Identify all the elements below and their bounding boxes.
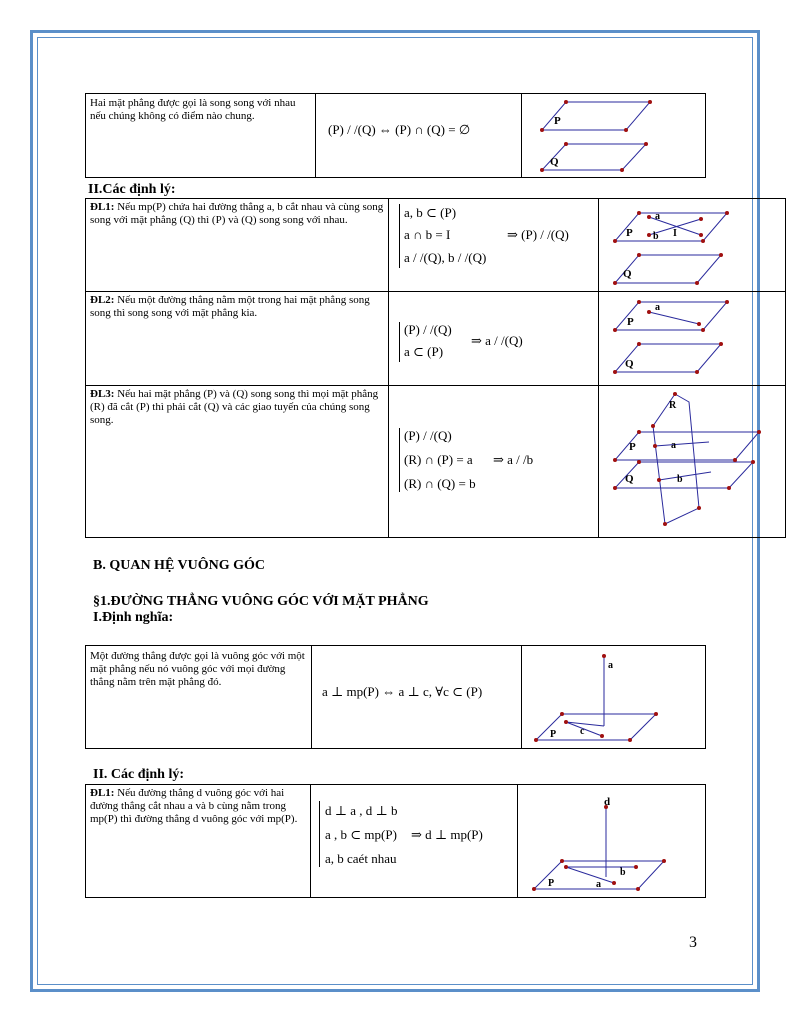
dl3-plane-q-label: Q [625,473,634,485]
dl1-plane-p-label: P [626,227,633,239]
dl1b-formula-1: d ⊥ a , d ⊥ b [325,803,398,818]
dl3-brace [399,428,400,492]
dl3-formula-2: (R) ∩ (P) = a [404,452,473,467]
dl2-formula-cell [389,292,599,386]
dl2-brace [399,322,400,362]
parallel-theorems-table [85,198,786,538]
dl3-tag: ĐL3: [90,388,115,400]
dl3-formula-cell [389,386,599,538]
dl1-point-i-label: I [673,228,677,239]
perp-def-figure [522,646,706,747]
dl2-tag: ĐL2: [90,294,115,306]
dl1b-plane-p-label: P [548,878,555,889]
section-1-heading: §1.ĐƯỜNG THẲNG VUÔNG GÓC VỚI MẶT PHẲNG [93,594,429,609]
dl1-formula-2: a ∩ b = I [404,227,451,242]
definition-cell [86,94,316,178]
dl3-figure-cell [599,386,786,538]
dl1b-text-cell [86,785,311,898]
page-number: 3 [689,934,697,951]
dl3-line-a-label: a [671,440,676,451]
definition-heading: I.Định nghĩa: [93,610,174,625]
dl1b-line-d-label: d [604,796,611,808]
dl2-line-a-label: a [655,302,660,313]
dl2-formula-1: (P) / /(Q) [404,322,452,337]
perp-def-line-a-label: a [608,660,613,671]
perp-def-figure-cell [522,646,706,749]
dl3-formula-3: (R) ∩ (Q) = b [404,476,476,491]
plane-p-label: P [554,115,561,127]
dl1-formula-1: a, b ⊂ (P) [404,205,457,220]
dl3-text-cell [86,386,389,538]
dl1-text: Nếu mp(P) chứa hai đường thẳng a, b cắt nhau và cùng song song với mặt phẳng (Q) thì (P) và (Q) song song với nhau. [90,201,384,226]
perp-def-formula: a ⊥ mp(P) ⇔ a ⊥ c, ∀c ⊂ (P) [322,684,483,699]
parallel-planes-figure [522,94,706,176]
perp-def-text: Một đường thẳng được gọi là vuông góc với một mặt phẳng nếu nó vuông góc với mọi đường thẳng nằm trên mặt phẳng đó. [90,650,305,688]
dl2-formula-2: a ⊂ (P) [404,344,444,359]
dl3-formula-1: (P) / /(Q) [404,428,452,443]
dl1-result: ⇒ (P) / /(Q) [507,227,569,242]
figure-cell [522,94,706,178]
dl2-plane-q-label: Q [625,358,634,370]
dl2-result: ⇒ a / /(Q) [471,333,523,348]
dl1b-result: ⇒ d ⊥ mp(P) [411,827,483,842]
section-b-heading: B. QUAN HỆ VUÔNG GÓC [93,558,266,573]
dl1-brace [399,204,400,268]
perp-def-text-cell [86,646,312,749]
dl1b-tag: ĐL1: [90,787,115,799]
dl1-line-a-label: a [655,211,660,222]
perp-def-formula-cell [312,646,522,749]
perp-def-line-c-label: c [580,726,585,737]
dl1-formula-3: a / /(Q), b / /(Q) [404,250,487,265]
dl1b-line-b-label: b [620,867,626,878]
dl1-plane-q-label: Q [623,268,632,280]
dl1-formula-cell [389,199,599,292]
dl1b-formula-cell [311,785,518,898]
dl2-figure [599,292,785,384]
dl3-figure [599,386,785,536]
dl3-plane-r-label: R [669,400,677,411]
definition-formula: (P) / /(Q) ⇔ (P) ∩ (Q) = ∅ [328,122,471,137]
theorems-heading-2: II. Các định lý: [93,767,185,782]
perpendicular-definition-table [85,645,706,749]
dl3-result: ⇒ a / /b [493,452,534,467]
dl1b-figure [518,785,704,896]
dl1b-formula-3: a, b caét nhau [325,851,397,866]
dl2-figure-cell [599,292,786,386]
perpendicular-theorems-table [85,784,706,898]
dl3-text: Nếu hai mặt phẳng (P) và (Q) song song thì mọi mặt phẳng (R) đã cắt (P) thì phải cắt (Q) và các giao tuyến của chúng song song. [90,388,379,426]
dl2-plane-p-label: P [627,316,634,328]
dl3-plane-p-label: P [629,441,636,453]
parallel-planes-definition-table [85,93,706,178]
dl1-tag: ĐL1: [90,201,115,213]
plane-q-label: Q [550,156,559,168]
perp-def-plane-p-label: P [550,729,557,740]
dl3-line-b-label: b [677,474,683,485]
dl1b-figure-cell [518,785,706,898]
dl1-text-cell [86,199,389,292]
dl1-figure [599,199,785,290]
dl1b-text: Nếu đường thẳng d vuông góc với hai đường thẳng cắt nhau a và b cùng nằm trong mp(P) thì đường thẳng d vuông góc với mp(P). [90,787,298,825]
theorems-heading: II.Các định lý: [88,182,176,197]
dl1b-line-a-label: a [596,879,601,890]
dl1-line-b-label: b [653,231,659,242]
dl1b-brace [319,801,320,867]
formula-cell [316,94,522,178]
dl1-figure-cell [599,199,786,292]
definition-text: Hai mặt phẳng được gọi là song song với nhau nếu chúng không có điểm nào chung. [90,97,296,122]
dl2-text-cell [86,292,389,386]
dl2-text: Nếu một đường thẳng nằm một trong hai mặt phẳng song song thì song song với mặt phẳng kia. [90,294,370,319]
dl1b-formula-2: a , b ⊂ mp(P) [325,827,397,842]
